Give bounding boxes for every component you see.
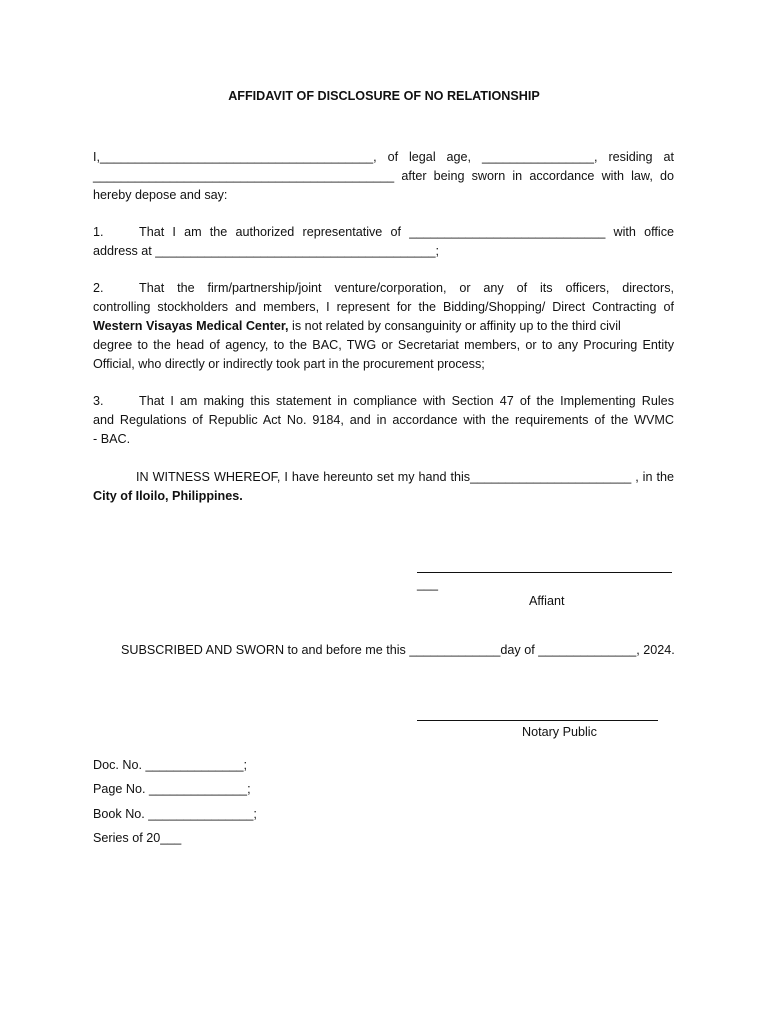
affiant-label: Affiant (529, 594, 565, 608)
page-number: Page No. ______________; (93, 782, 251, 796)
organization-name: Western Visayas Medical Center, (93, 319, 289, 333)
document-title: AFFIDAVIT OF DISCLOSURE OF NO RELATIONSHIP (228, 89, 540, 103)
para3-number: 3. (93, 394, 104, 408)
series-year: Series of 20___ (93, 831, 182, 845)
para1-line-1: That I am the authorized representative of ____________________________ with office (139, 225, 674, 239)
para2-line-3-rest: is not related by consanguinity or affinity up to the third civil (288, 319, 621, 333)
witness-line-2: City of Iloilo, Philippines. (93, 489, 243, 503)
doc-number: Doc. No. ______________; (93, 758, 248, 772)
para2-line-3 (93, 317, 674, 336)
book-number: Book No. _______________; (93, 807, 257, 821)
para2-line-5: Official, who directly or indirectly took part in the procurement process; (93, 357, 485, 371)
intro-line-1: I,_______________________________________, of legal age, ________________, residing at (93, 150, 674, 164)
para3-line-2: and Regulations of Republic Act No. 9184, and in accordance with the requirements of the WVMC (93, 413, 674, 427)
para2-line-4: degree to the head of agency, to the BAC, TWG or Secretariat members, or to any Procuring Entity (93, 338, 674, 352)
para1-number: 1. (93, 225, 104, 239)
para3-line-3: - BAC. (93, 432, 131, 446)
affiant-signature-line (417, 572, 672, 573)
subscribed-statement: SUBSCRIBED AND SWORN to and before me this _____________day of ______________, 2024. (121, 643, 675, 657)
intro-line-2: ___________________________________________ after being sworn in accordance with law, do (93, 169, 674, 183)
para2-line-2: controlling stockholders and members, I represent for the Bidding/Shopping/ Direct Contracting of (93, 300, 674, 314)
witness-line-1: IN WITNESS WHEREOF, I have hereunto set my hand this_______________________ , in the (136, 470, 674, 484)
para2-number: 2. (93, 281, 104, 295)
intro-line-3: hereby depose and say: (93, 188, 228, 202)
affiant-signature-tail: ___ (417, 577, 439, 591)
notary-signature-line (417, 720, 658, 721)
para2-line-1: That the firm/partnership/joint venture/corporation, or any of its officers, directors, (139, 281, 674, 295)
notary-label: Notary Public (522, 725, 597, 739)
para3-line-1: That I am making this statement in compliance with Section 47 of the Implementing Rules (139, 394, 674, 408)
para1-line-2: address at ________________________________________; (93, 244, 439, 258)
